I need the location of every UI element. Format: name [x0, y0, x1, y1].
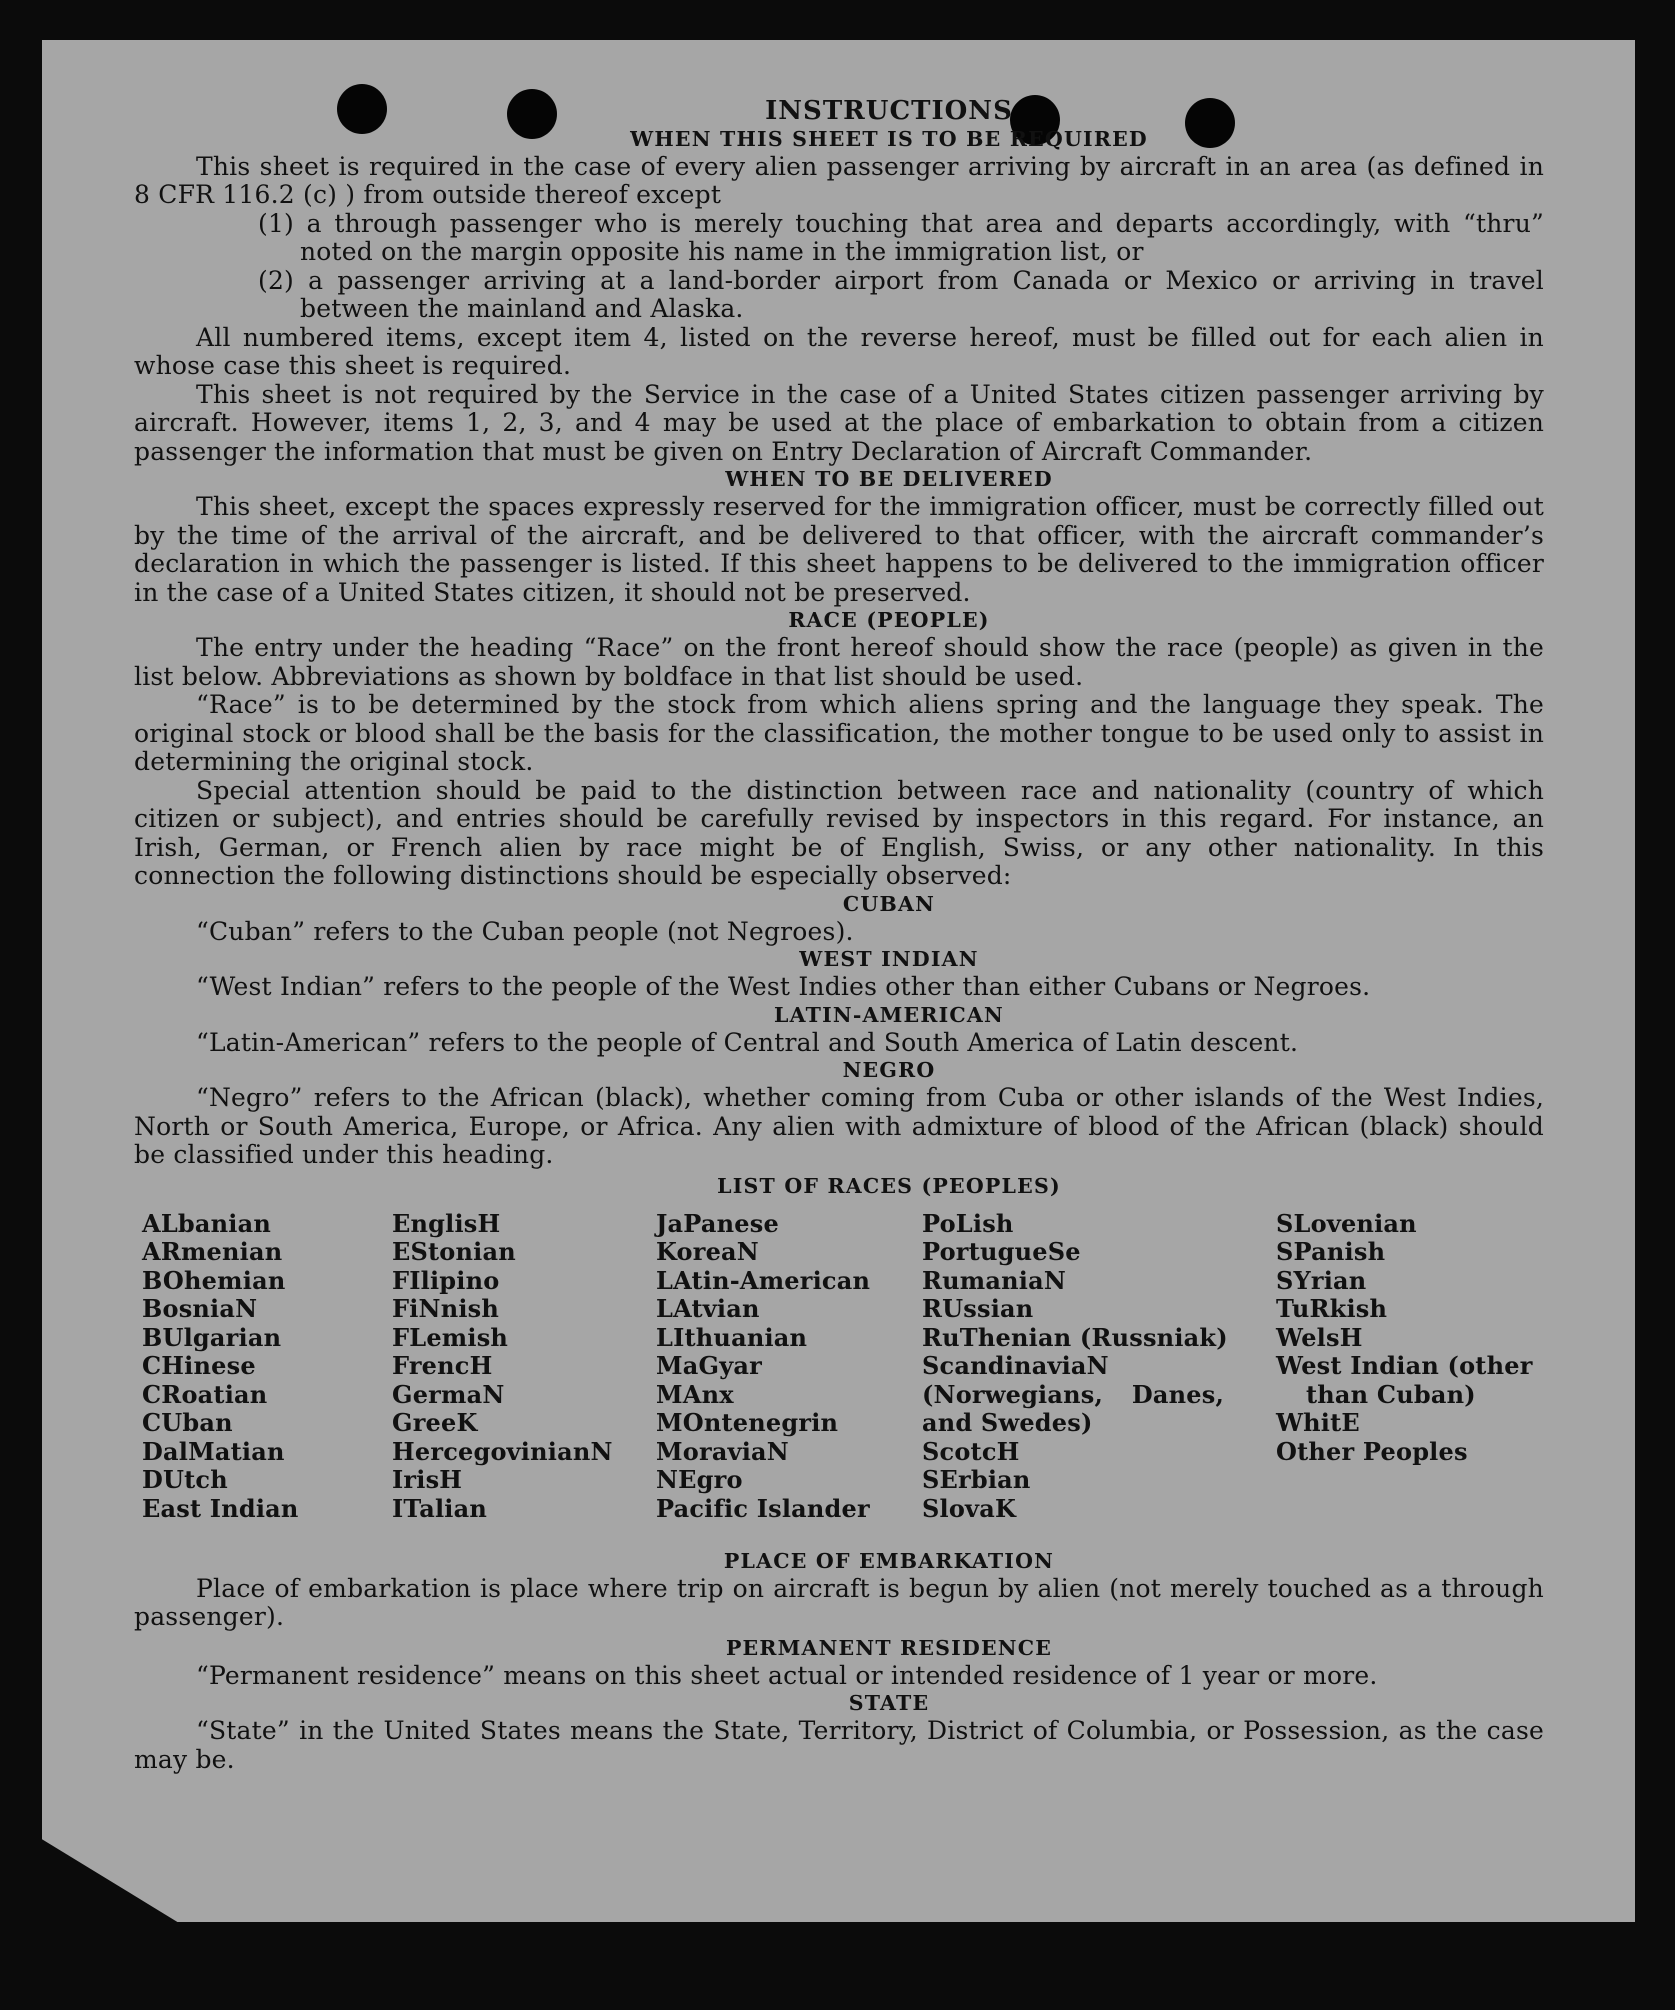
race-item: ARmenian: [142, 1237, 283, 1266]
paragraph: “Cuban” refers to the Cuban people (not Negroes).: [196, 916, 854, 946]
heading-when-required: WHEN THIS SHEET IS TO BE REQUIRED: [630, 126, 1148, 151]
race-item: LAtin-American: [656, 1265, 871, 1295]
race-item: ALbanian: [142, 1208, 271, 1238]
race-item: PoLish: [922, 1208, 1014, 1238]
race-item: CUban: [142, 1408, 233, 1437]
paragraph: “State” in the United States means the State, Territory, District of Columbia, or Possession, as the case may be.: [134, 1716, 1544, 1774]
race-item: RUssian: [922, 1294, 1034, 1323]
race-item: MoraviaN: [656, 1436, 789, 1466]
exception-item: (1) a through passenger who is merely touching that area and departs accordingly, with “thru” noted on the margin opposite his name in the immigration list, or: [258, 208, 1544, 266]
paragraph: This sheet is required in the case of every alien passenger arriving by aircraft in an area (as defined in 8 CFR 116.2 (c) ) from outside thereof except: [134, 151, 1544, 209]
race-item: DUtch: [142, 1465, 228, 1494]
paragraph: “West Indian” refers to the people of the West Indies other than either Cubans or Negroes.: [196, 972, 1371, 1001]
race-item: NEgro: [656, 1465, 743, 1494]
heading-west-indian: WEST INDIAN: [799, 947, 979, 971]
race-item: SYrian: [1276, 1265, 1367, 1295]
race-item: RumaniaN: [922, 1265, 1066, 1295]
paragraph: Place of embarkation is place where trip on aircraft is begun by alien (not merely touched as a through passenger).: [134, 1573, 1544, 1631]
race-item: EnglisH: [392, 1208, 501, 1238]
paragraph: All numbered items, except item 4, listed on the reverse hereof, must be filled out for each alien in whose case this sheet is required.: [134, 322, 1544, 380]
race-item: BUlgarian: [142, 1322, 282, 1352]
race-item: SPanish: [1276, 1237, 1386, 1266]
race-column-4: [922, 1208, 1228, 1524]
heading-negro: NEGRO: [842, 1058, 936, 1082]
heading-when-delivered: WHEN TO BE DELIVERED: [725, 467, 1053, 491]
race-item: BOhemian: [142, 1265, 286, 1295]
heading-place-of-embarkation: PLACE OF EMBARKATION: [723, 1548, 1055, 1573]
heading-list-of-races: LIST OF RACES (PEOPLES): [717, 1173, 1061, 1198]
race-item: TuRkish: [1276, 1294, 1388, 1323]
paragraph: “Permanent residence” means on this sheet actual or intended residence of 1 year or more.: [196, 1660, 1378, 1690]
paragraph: The entry under the heading “Race” on the front hereof should show the race (people) as given in the list below. Abbreviations as shown by boldface in that list should be used.: [134, 633, 1544, 691]
race-item: FrencH: [392, 1351, 493, 1380]
race-item: FLemish: [392, 1322, 509, 1352]
race-item: JaPanese: [656, 1208, 779, 1238]
race-item: CRoatian: [142, 1379, 268, 1409]
paragraph: “Race” is to be determined by the stock from which aliens spring and the language they speak. The original stock or blood shall be the basis for the classification, the mother tongue to be used only to assist in determining the original stock.: [134, 690, 1544, 776]
race-item: East Indian: [142, 1493, 299, 1523]
instructions-text: [134, 97, 1544, 1774]
race-item: MOntenegrin: [656, 1408, 839, 1437]
race-item: LIthuanian: [656, 1322, 808, 1352]
race-column-3: [656, 1210, 870, 1524]
race-item: SLovenian: [1276, 1208, 1417, 1238]
paragraph: This sheet, except the spaces expressly reserved for the immigration officer, must be correctly filled out by the time of the arrival of the aircraft, and be delivered to that officer, with the aircraft commander’s declaration in which the passenger is listed. If this sheet happens to be delivered to the immigration officer in the case of a United States citizen, it should not be preserved.: [134, 492, 1544, 607]
race-item-continued: than Cuban): [1306, 1379, 1476, 1409]
race-column-5: [1276, 1210, 1546, 1467]
race-item: MAnx: [656, 1379, 734, 1409]
race-item: DalMatian: [142, 1436, 285, 1466]
race-item: HercegovinianN: [392, 1436, 613, 1466]
race-item: FIlipino: [392, 1265, 500, 1295]
race-item: KoreaN: [656, 1237, 759, 1266]
race-item: ScotcH: [922, 1436, 1020, 1466]
race-item: MaGyar: [656, 1351, 762, 1380]
paragraph: This sheet is not required by the Service in the case of a United States citizen passenger arriving by aircraft. However, items 1, 2, 3, and 4 may be used at the place of embarkation to obtain from a citizen passenger the information that must be given on Entry Declaration of Aircraft Commander.: [134, 379, 1544, 466]
race-item: GreeK: [392, 1408, 478, 1437]
race-item: WelsH: [1276, 1322, 1363, 1352]
race-item: RuThenian (Russniak): [922, 1322, 1228, 1352]
race-item: GermaN: [392, 1379, 505, 1409]
heading-cuban: CUBAN: [842, 891, 936, 916]
race-item: Other Peoples: [1276, 1436, 1468, 1466]
paragraph: “Negro” refers to the African (black), whether coming from Cuba or other islands of the West Indies, North or South America, Europe, or Africa. Any alien with admixture of blood of the African (black) should be classified under this heading.: [134, 1083, 1544, 1169]
race-item: Pacific Islander: [656, 1493, 870, 1523]
race-item: SlovaK: [922, 1493, 1017, 1523]
race-item: CHinese: [142, 1351, 256, 1380]
paragraph: “Latin-American” refers to the people of Central and South America of Latin descent.: [196, 1027, 1299, 1057]
race-item: WhitE: [1276, 1408, 1360, 1437]
race-item: FiNnish: [392, 1294, 500, 1323]
heading-permanent-residence: PERMANENT RESIDENCE: [725, 1635, 1053, 1660]
race-item: EStonian: [392, 1237, 516, 1266]
page-title: INSTRUCTIONS: [765, 96, 1013, 126]
exception-item: (2) a passenger arriving at a land-border airport from Canada or Mexico or arriving in travel between the mainland and Alaska.: [258, 265, 1544, 323]
race-item: West Indian (other: [1276, 1351, 1533, 1380]
race-list: [134, 1210, 1544, 1546]
race-item: SErbian: [922, 1465, 1031, 1494]
race-item: ITalian: [392, 1493, 487, 1523]
heading-race: RACE (PEOPLE): [788, 608, 990, 632]
race-column-2: [392, 1210, 613, 1524]
heading-state: STATE: [848, 1691, 930, 1715]
race-item: BosniaN: [142, 1294, 258, 1323]
race-item: IrisH: [392, 1465, 463, 1494]
heading-latin-american: LATIN-AMERICAN: [774, 1002, 1004, 1027]
race-item: LAtvian: [656, 1294, 760, 1323]
race-column-1: [142, 1210, 299, 1524]
race-item: PortugueSe: [922, 1237, 1081, 1266]
paragraph: Special attention should be paid to the distinction between race and nationality (country of which citizen or subject), and entries should be carefully revised by inspectors in this regard. For instance, an Irish, German, or French alien by race might be of English, Swiss, or any other nationality. In this connection the following distinctions should be especially observed:: [134, 775, 1544, 890]
race-item: ScandinaviaN (Norwegians, Danes, and Swedes): [922, 1351, 1224, 1437]
